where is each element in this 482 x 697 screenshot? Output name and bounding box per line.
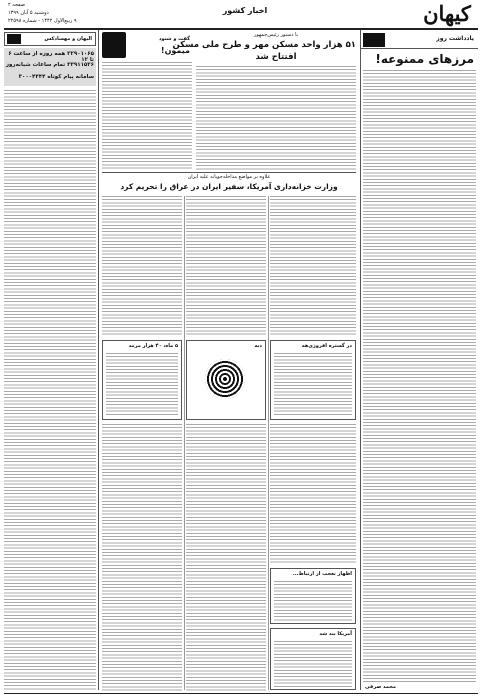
left-column — [4, 30, 96, 692]
mid-text-col-1 — [102, 196, 182, 336]
box-3-title: در گستره افروزی‌هه — [301, 343, 352, 349]
box-1-title: ۵ ماه، ۴۰ هزار مرمد — [128, 343, 178, 349]
editorial-title: یادداشت روز — [436, 35, 474, 42]
phone-line-2: ۳۳۹۱۱۵۲۶ تمام ساعات شبانه‌روز — [5, 62, 94, 68]
date-line: دوشنبه ۵ آبان ۱۳۹۹ — [8, 10, 49, 16]
box-3-text — [274, 353, 352, 417]
gofte-shonood-logo — [102, 32, 126, 58]
newspaper-logo: کیهان — [423, 1, 471, 26]
seal-icon — [205, 359, 245, 399]
masthead — [0, 0, 482, 30]
lower-text-col-3 — [270, 424, 356, 564]
box-2-title: دیه — [254, 343, 262, 349]
editorial-label-bar — [361, 32, 478, 49]
bottom-box-1 — [270, 568, 356, 624]
left-box-icon — [7, 34, 21, 44]
bottom-box-1-title: اظهار تعجب از ارتباط... — [292, 571, 352, 577]
mid-text-col-2 — [186, 196, 266, 336]
lower-text-col-1 — [102, 424, 182, 692]
phone-line-1: ۲۲۹۰۱۰۶۵ همه روزه از ساعت ۶ تا ۱۲ — [8, 51, 94, 63]
editorial-headline: مرزهای ممنوعه! — [375, 52, 474, 66]
mid-article-headline: وزارت خزانه‌داری آمریکا، سفیر ایران در عراق را تحریم کرد — [120, 182, 338, 191]
top-article-text — [196, 66, 356, 170]
top-article-headline-2: افتتاح شد — [255, 52, 297, 62]
editorial-icon — [363, 33, 385, 47]
bottom-box-2-text — [274, 641, 352, 687]
section-title: اخبار کشور — [222, 6, 268, 15]
top-article-kicker: با دستور رئیس‌جمهور — [254, 32, 298, 38]
box-2 — [186, 340, 266, 420]
right-column-divider — [360, 30, 361, 690]
left-column-text — [4, 90, 96, 690]
editorial-column — [361, 30, 478, 692]
sms-line: سامانه پیام کوتاه ۳۰۰۰۴۴۴۴ — [18, 74, 94, 80]
editorial-text — [363, 70, 476, 682]
page-bottom-rule — [4, 693, 478, 694]
left-column-divider — [98, 30, 99, 690]
lower-text-col-2 — [186, 424, 266, 692]
mid-article-kicker: علاوه بر مواضع مداخله‌جویانه علیه ایران — [187, 174, 271, 180]
gofte-shonood-text — [102, 62, 192, 170]
gofte-shonood-box — [102, 32, 192, 172]
issue-line: ۹ ربیع‌الاول ۱۴۴۲ - شماره ۲۲۵۹۸ — [8, 18, 77, 24]
bottom-box-2-title: آمریکا بند شد — [319, 631, 352, 637]
box-1 — [102, 340, 182, 420]
mid-rule-top — [102, 172, 356, 173]
box-3 — [270, 340, 356, 420]
left-box-header — [4, 32, 96, 46]
mid-text-col-3 — [270, 196, 356, 336]
box-1-text — [106, 353, 178, 417]
bottom-box-2 — [270, 628, 356, 690]
gofte-shonood-title: گفت و شنود — [158, 36, 190, 42]
center-divider-2 — [268, 196, 269, 690]
left-box-title: الیهان و مهسادکس — [44, 36, 92, 42]
phone-box — [4, 48, 96, 86]
page-number: صفحه ۲ — [8, 2, 25, 8]
gofte-shonood-sub: میمون! — [160, 46, 190, 55]
bottom-box-1-text — [274, 581, 352, 621]
top-article-headline-1: ۵۱ هزار واحد مسکن مهر و طرح ملی مسکن — [172, 40, 356, 50]
editorial-signature: محمد صرفی — [365, 684, 396, 690]
center-divider-1 — [184, 196, 185, 690]
